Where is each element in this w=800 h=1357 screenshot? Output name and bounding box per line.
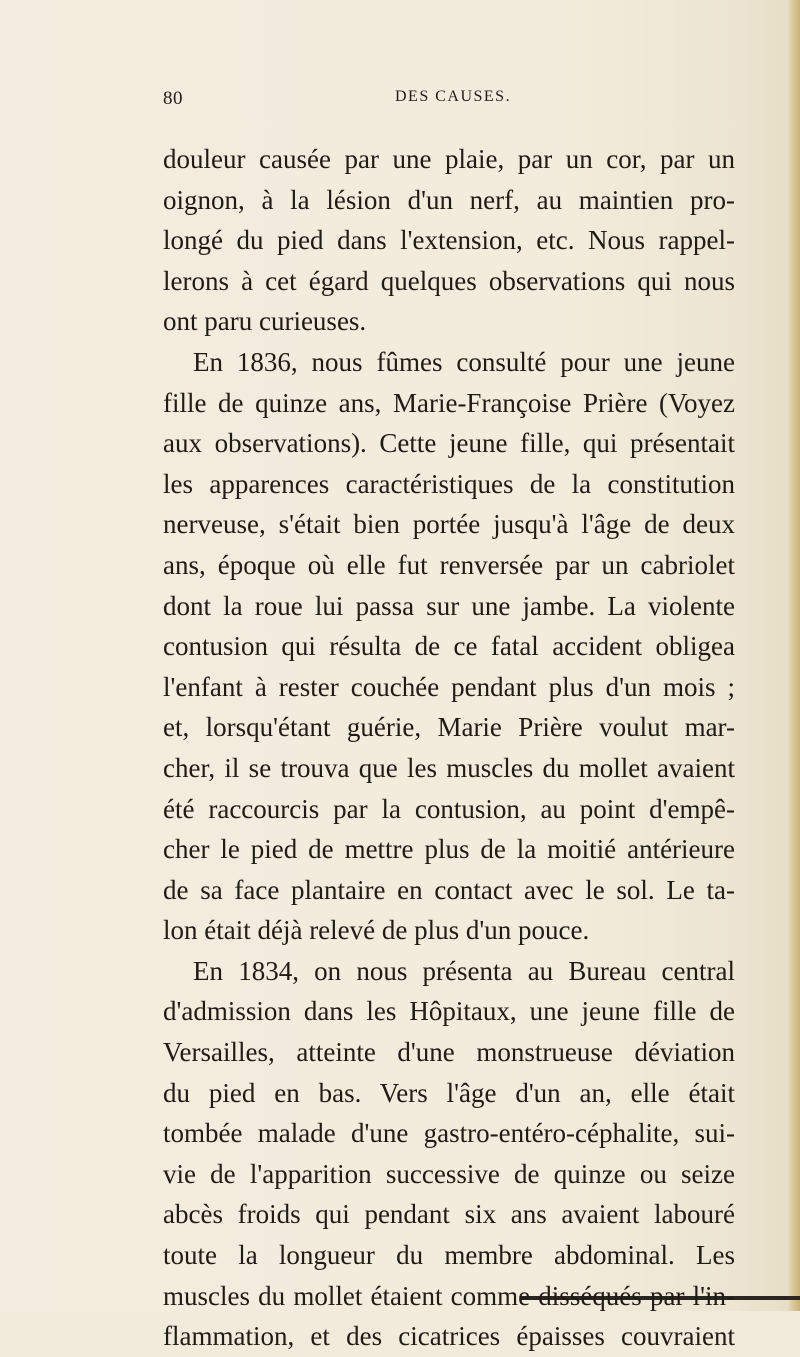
text-line: du pied en bas. Vers l'âge d'un an, elle était: [163, 1077, 735, 1108]
text-line: l'enfant à rester couchée pendant plus d'un mois ;: [163, 671, 735, 702]
page-header: [163, 88, 723, 118]
text-line: muscles du mollet étaient comme disséqués par l'in-: [163, 1280, 735, 1311]
text-line: oignon, à la lésion d'un nerf, au maintien pro-: [163, 184, 735, 215]
text-line: fille de quinze ans, Marie-Françoise Prière (Voyez: [163, 387, 735, 418]
text-line: été raccourcis par la contusion, au point d'empê-: [163, 793, 735, 824]
text-line: vie de l'apparition successive de quinze ou seize: [163, 1158, 735, 1189]
text-line: dont la roue lui passa sur une jambe. La violente: [163, 590, 735, 621]
text-line: aux observations). Cette jeune fille, qui présentait: [163, 428, 735, 459]
text-line: et, lorsqu'étant guérie, Marie Prière voulut mar-: [163, 712, 735, 743]
page-number: 80: [163, 88, 183, 109]
text-line: contusion qui résulta de ce fatal accident obligea: [163, 631, 735, 662]
text-line: d'admission dans les Hôpitaux, une jeune fille de: [163, 996, 735, 1027]
text-line: ont paru curieuses.: [163, 306, 367, 337]
body-text: [163, 139, 735, 1357]
text-line: nerveuse, s'était bien portée jusqu'à l'âge de deux: [163, 509, 735, 540]
page-edge-shadow: [788, 0, 800, 1311]
text-line: cher le pied de mettre plus de la moitié antérieure: [163, 834, 735, 865]
text-line: En 1834, on nous présenta au Bureau central: [193, 955, 735, 986]
text-line: lerons à cet égard quelques observations qui nous: [163, 265, 735, 296]
text-line: de sa face plantaire en contact avec le sol. Le ta-: [163, 874, 735, 905]
text-line: toute la longueur du membre abdominal. Les: [163, 1240, 735, 1271]
text-line: abcès froids qui pendant six ans avaient labouré: [163, 1199, 735, 1230]
text-line: En 1836, nous fûmes consulté pour une jeune: [193, 346, 735, 377]
text-line: lon était déjà relevé de plus d'un pouce.: [163, 915, 590, 946]
text-line: longé du pied dans l'extension, etc. Nous rappel-: [163, 225, 735, 256]
text-line: Versailles, atteinte d'une monstrueuse déviation: [163, 1037, 735, 1068]
running-head: DES CAUSES.: [395, 88, 512, 105]
text-line: flammation, et des cicatrices épaisses couvraient: [163, 1321, 735, 1352]
text-line: les apparences caractéristiques de la constitution: [163, 468, 735, 499]
text-line: douleur causée par une plaie, par un cor, par un: [163, 144, 735, 174]
text-line: cher, il se trouva que les muscles du mollet avaient: [163, 752, 735, 783]
text-line: ans, époque où elle fut renversée par un cabriolet: [163, 549, 735, 580]
text-line: tombée malade d'une gastro-entéro-céphalite, sui-: [163, 1118, 735, 1149]
